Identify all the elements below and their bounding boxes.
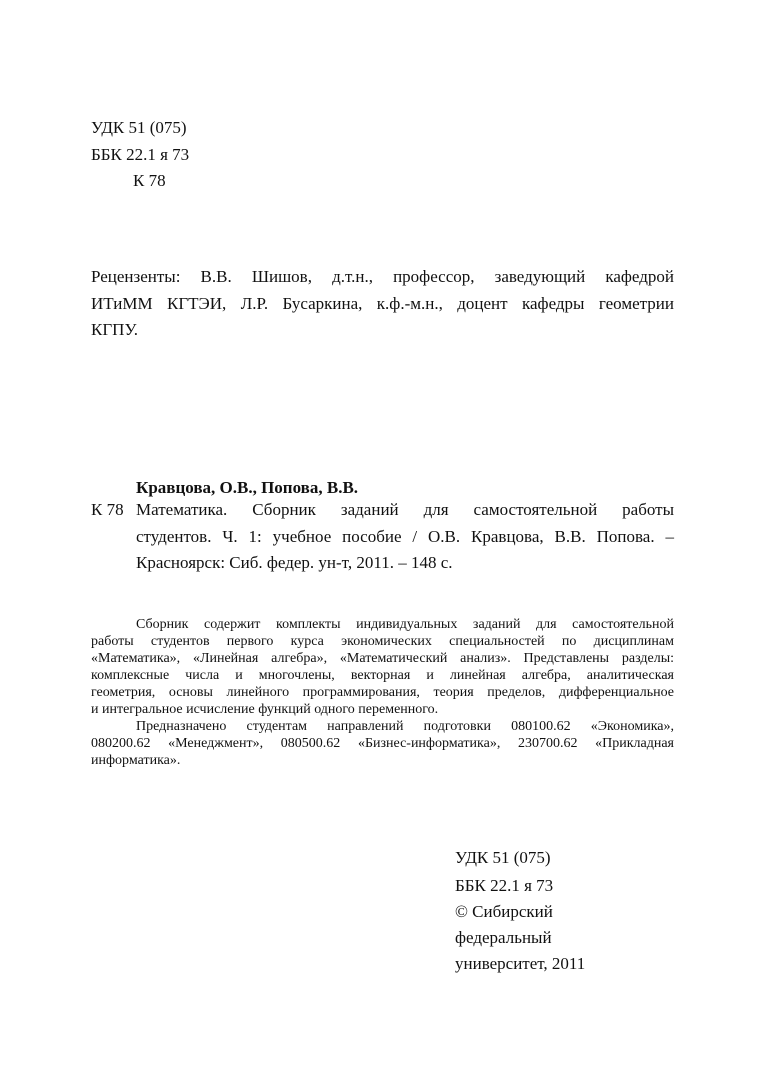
copyright-line-2: федеральный — [455, 928, 552, 947]
bibliographic-mark: К 78 — [91, 500, 124, 519]
udk-code: УДК 51 (075) — [91, 118, 187, 137]
reviewers-line-1: Рецензенты: В.В. Шишов, д.т.н., профессор, заведующий кафедрой — [91, 267, 674, 286]
copyright-line-1: © Сибирский — [455, 902, 553, 921]
bibliographic-line-3: Красноярск: Сиб. федер. ун-т, 2011. – 148 с. — [136, 553, 453, 572]
reviewers-line-3: КГПУ. — [91, 320, 138, 339]
abstract-line: и интегральное исчисление функций одного переменного. — [91, 702, 439, 717]
abstract-line: 080200.62 «Менеджмент», 080500.62 «Бизнес-информатика», 230700.62 «Прикладная — [91, 736, 674, 751]
author-mark: К 78 — [133, 171, 166, 190]
abstract-line: геометрия, основы линейного программирования, теория пределов, дифференциальное — [91, 685, 674, 700]
abstract-line: Сборник содержит комплекты индивидуальных заданий для самостоятельной — [136, 617, 674, 632]
bibliographic-line-2: студентов. Ч. 1: учебное пособие / О.В. Кравцова, В.В. Попова. – — [136, 527, 674, 546]
abstract-line: работы студентов первого курса экономических специальностей по дисциплинам — [91, 634, 674, 649]
footer-udk-code: УДК 51 (075) — [455, 848, 551, 867]
abstract-line: комплексные числа и многочлены, векторная и линейная алгебра, аналитическая — [91, 668, 674, 683]
reviewers-line-2: ИТиММ КГТЭИ, Л.Р. Бусаркина, к.ф.-м.н., доцент кафедры геометрии — [91, 294, 674, 313]
copyright-line-3: университет, 2011 — [455, 954, 586, 973]
abstract-line: «Математика», «Линейная алгебра», «Математический анализ». Представлены разделы: — [91, 651, 674, 666]
bbk-code: ББК 22.1 я 73 — [91, 145, 190, 164]
footer-bbk-code: ББК 22.1 я 73 — [455, 876, 554, 895]
authors-heading: Кравцова, О.В., Попова, В.В. — [136, 478, 359, 497]
abstract-line: Предназначено студентам направлений подготовки 080100.62 «Экономика», — [136, 719, 674, 734]
abstract-line: информатика». — [91, 753, 181, 768]
bibliographic-line-1: Математика. Сборник заданий для самостоятельной работы — [136, 500, 674, 519]
